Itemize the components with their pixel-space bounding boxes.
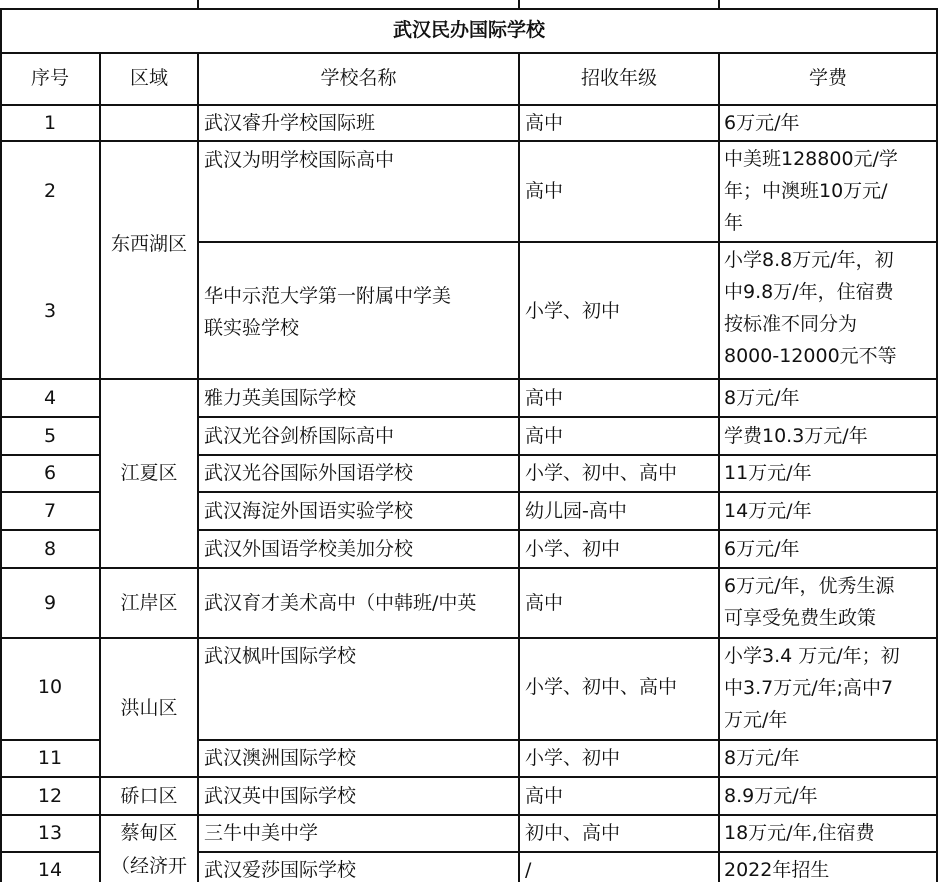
school-name: 华中示范大学第一附属中学美 联实验学校 <box>204 285 452 339</box>
fee-cell: 18万元/年,住宿费 <box>724 822 875 844</box>
row-divider <box>0 637 938 639</box>
column-divider-stub <box>718 0 720 9</box>
school-name: 武汉枫叶国际学校 <box>204 645 357 667</box>
row-divider <box>0 416 100 418</box>
school-name: 三牛中美中学 <box>204 822 319 844</box>
grade-cell: 小学、初中 <box>525 538 621 560</box>
school-name: 武汉睿升学校国际班 <box>204 112 376 134</box>
column-divider <box>718 53 720 882</box>
row-index: 2 <box>43 180 57 202</box>
fee-cell: 小学3.4 万元/年；初 中3.7万元/年;高中7 万元/年 <box>724 645 900 731</box>
row-index: 3 <box>43 300 57 322</box>
school-name: 武汉外国语学校美加分校 <box>204 538 414 560</box>
table-title: 武汉民办国际学校 <box>392 19 545 41</box>
row-index: 6 <box>43 462 57 484</box>
row-index: 12 <box>37 785 63 807</box>
grade-cell: 高中 <box>525 387 564 409</box>
row-index: 14 <box>37 859 63 881</box>
row-index: 9 <box>43 592 57 614</box>
column-divider-stub <box>518 0 520 9</box>
grade-cell: / <box>525 859 532 881</box>
fee-cell: 小学8.8万元/年，初 中9.8万/年，住宿费 按标准不同分为 8000-12000元不等 <box>724 249 897 367</box>
grade-cell: 高中 <box>525 785 564 807</box>
row-divider <box>198 851 938 853</box>
school-name: 武汉海淀外国语实验学校 <box>204 500 414 522</box>
region-cell: （经济开 <box>110 855 187 877</box>
fee-cell: 8万元/年 <box>724 387 800 409</box>
fee-cell: 2022年招生 <box>724 859 830 881</box>
grade-cell: 初中、高中 <box>525 822 621 844</box>
column-divider-stub <box>197 0 199 9</box>
fee-cell: 8.9万元/年 <box>724 785 818 807</box>
row-divider <box>0 140 938 142</box>
school-name: 武汉育才美术高中（中韩班/中英 <box>204 593 477 613</box>
fee-cell: 学费10.3万元/年 <box>724 425 868 447</box>
column-divider <box>518 53 520 882</box>
row-index: 5 <box>43 425 57 447</box>
fee-cell: 中美班128800元/学 年；中澳班10万元/ 年 <box>724 148 898 234</box>
region-cell: 江夏区 <box>120 462 178 484</box>
fee-cell: 6万元/年 <box>724 538 800 560</box>
grade-cell: 小学、初中 <box>525 747 621 769</box>
grade-cell: 高中 <box>525 112 564 134</box>
fee-cell: 11万元/年 <box>724 462 812 484</box>
grade-cell: 高中 <box>525 425 564 447</box>
school-name: 雅力英美国际学校 <box>204 387 357 409</box>
school-name: 武汉光谷国际外国语学校 <box>204 462 414 484</box>
school-name: 武汉爱莎国际学校 <box>204 859 357 881</box>
row-divider <box>0 491 100 493</box>
region-cell: 硚口区 <box>120 785 178 807</box>
row-divider <box>198 454 938 456</box>
row-index: 1 <box>43 112 57 134</box>
row-divider <box>198 241 938 243</box>
grade-cell: 高中 <box>525 180 564 202</box>
region-cell: 江岸区 <box>120 592 178 614</box>
grade-cell: 小学、初中 <box>525 300 621 322</box>
region-cell: 东西湖区 <box>110 233 187 255</box>
header-index: 序号 <box>30 67 69 89</box>
fee-cell: 6万元/年 <box>724 112 800 134</box>
row-index: 10 <box>37 676 63 698</box>
row-divider <box>198 529 938 531</box>
row-divider <box>198 739 938 741</box>
header-school: 学校名称 <box>320 67 397 89</box>
header-grade: 招收年级 <box>580 67 657 89</box>
region-cell: 洪山区 <box>120 697 178 719</box>
grade-cell: 幼儿园-高中 <box>525 500 627 522</box>
row-index: 8 <box>43 538 57 560</box>
grade-cell: 高中 <box>525 592 564 614</box>
school-name: 武汉英中国际学校 <box>204 785 357 807</box>
row-divider <box>0 378 938 380</box>
school-name: 武汉光谷剑桥国际高中 <box>204 425 395 447</box>
row-divider <box>0 567 938 569</box>
fee-cell: 14万元/年 <box>724 500 812 522</box>
row-divider <box>0 104 938 106</box>
row-index: 13 <box>37 822 63 844</box>
row-divider <box>0 52 938 54</box>
fee-cell: 6万元/年，优秀生源 可享受免费生政策 <box>724 575 895 629</box>
grade-cell: 小学、初中、高中 <box>525 462 678 484</box>
row-index: 11 <box>37 747 63 769</box>
fee-cell: 8万元/年 <box>724 747 800 769</box>
row-divider <box>0 454 100 456</box>
row-divider <box>0 851 100 853</box>
header-fee: 学费 <box>808 67 847 89</box>
grade-cell: 小学、初中、高中 <box>525 676 678 698</box>
row-divider <box>0 776 938 778</box>
header-region: 区域 <box>129 67 168 89</box>
school-name: 武汉为明学校国际高中 <box>204 149 395 171</box>
row-divider <box>0 814 938 816</box>
row-index: 7 <box>43 500 57 522</box>
school-name: 武汉澳洲国际学校 <box>204 747 357 769</box>
row-divider <box>0 739 100 741</box>
row-divider <box>0 529 100 531</box>
table-border-top <box>0 8 938 10</box>
region-cell: 蔡甸区 <box>120 822 178 844</box>
row-index: 4 <box>43 387 57 409</box>
row-divider <box>198 416 938 418</box>
row-divider <box>198 491 938 493</box>
